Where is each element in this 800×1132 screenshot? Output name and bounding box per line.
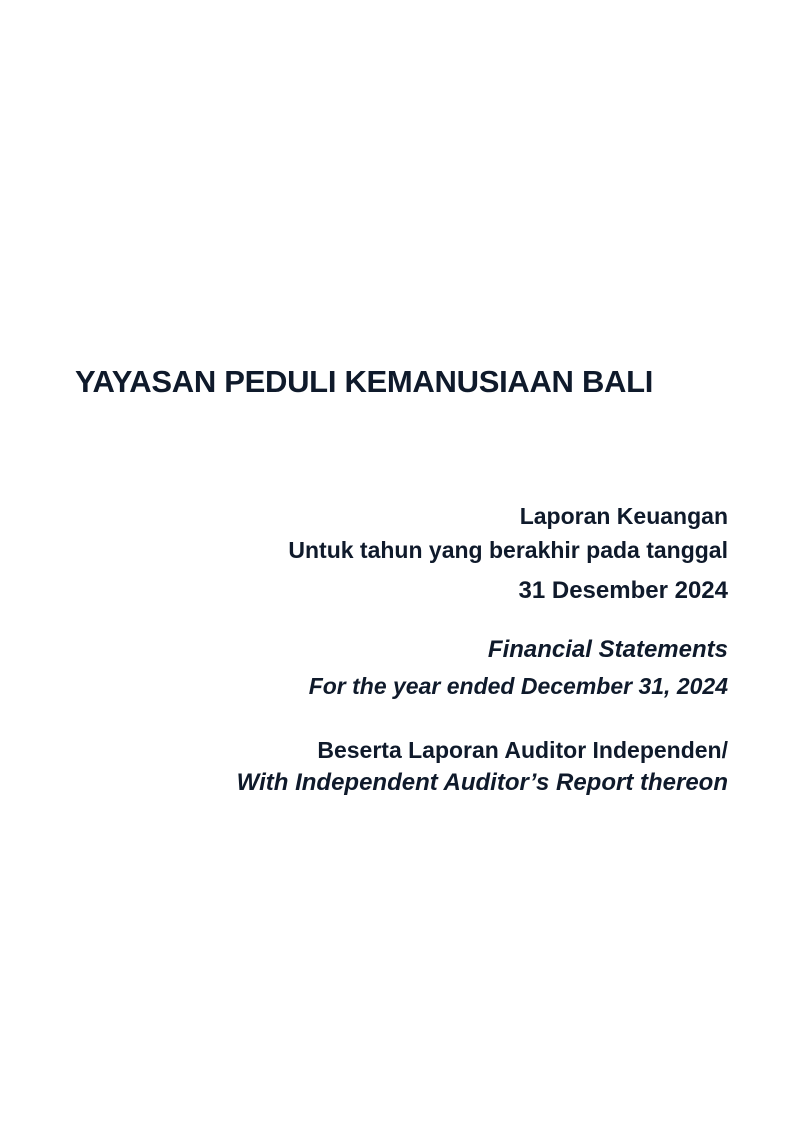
- organization-name: YAYASAN PEDULI KEMANUSIAAN BALI: [75, 364, 654, 399]
- report-period-id: Untuk tahun yang berakhir pada tanggal: [288, 537, 728, 563]
- report-title-en: Financial Statements: [487, 636, 728, 663]
- auditor-report-en: With Independent Auditor’s Report thereon: [236, 769, 728, 796]
- report-date-id: 31 Desember 2024: [518, 577, 728, 604]
- auditor-report-id: Beserta Laporan Auditor Independen/: [317, 737, 728, 763]
- report-title-id: Laporan Keuangan: [519, 503, 728, 529]
- report-period-en: For the year ended December 31, 2024: [308, 673, 728, 699]
